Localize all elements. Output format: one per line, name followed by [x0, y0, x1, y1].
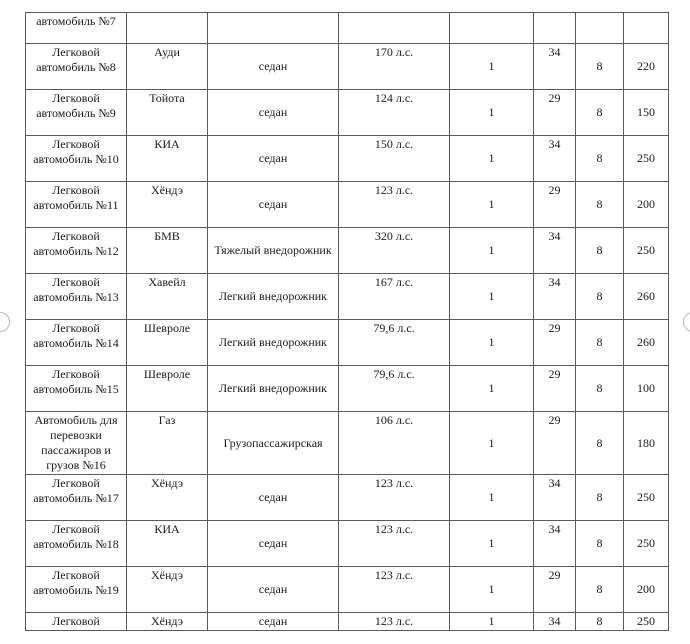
body-type-cell	[208, 44, 339, 90]
vehicle-seats: 34	[548, 45, 561, 59]
vehicle-power: 170 л.с.	[374, 45, 414, 59]
vehicle-power: 123 л.с.	[374, 476, 414, 490]
vehicle-name: Легковой автомобиль №8	[36, 45, 116, 74]
vehicle-table	[25, 12, 669, 631]
brand-cell	[127, 475, 208, 521]
body-type-cell	[208, 412, 339, 475]
value-cell	[624, 613, 669, 631]
value-cell	[624, 274, 669, 320]
vehicle-count: 1	[488, 59, 495, 73]
seats-cell	[534, 44, 576, 90]
vehicle-seats: 29	[548, 91, 561, 105]
vehicle-param: 8	[596, 536, 603, 550]
vehicle-count: 1	[488, 197, 495, 211]
vehicle-body-type: седан	[258, 105, 288, 119]
value-cell	[624, 182, 669, 228]
table-row	[26, 90, 669, 136]
vehicle-param: 8	[596, 151, 603, 165]
vehicle-seats: 34	[548, 275, 561, 289]
vehicle-power: 79,6 л.с.	[373, 367, 415, 381]
vehicle-body-type: Легкий внедорожник	[218, 335, 327, 349]
vehicle-param: 8	[596, 490, 603, 504]
vehicle-seats: 34	[548, 522, 561, 536]
value-cell	[624, 412, 669, 475]
vehicle-body-type: седан	[258, 59, 288, 73]
vehicle-name: Автомобиль для перевозки пассажиров и грузов №16	[34, 413, 118, 472]
vehicle-brand: Шевроле	[143, 321, 191, 335]
vehicle-name: Легковой автомобиль №18	[33, 522, 119, 551]
vehicle-name-cell	[26, 412, 127, 475]
value-cell	[624, 136, 669, 182]
vehicle-count: 1	[488, 490, 495, 504]
vehicle-count: 1	[488, 536, 495, 550]
vehicle-name-cell	[26, 613, 127, 631]
vehicle-brand: Хавейл	[148, 275, 186, 289]
vehicle-name: Легковой	[52, 614, 100, 628]
vehicle-name-cell	[26, 136, 127, 182]
vehicle-power: 123 л.с.	[374, 522, 414, 536]
vehicle-body-type: Тяжелый внедорожник	[214, 243, 332, 257]
count-cell	[450, 521, 534, 567]
brand-cell	[127, 136, 208, 182]
value-cell	[624, 228, 669, 274]
param-cell	[576, 412, 624, 475]
table-row	[26, 567, 669, 613]
vehicle-brand: БМВ	[154, 229, 180, 243]
body-type-cell	[208, 90, 339, 136]
vehicle-param: 8	[596, 582, 603, 596]
vehicle-brand: Хёндэ	[151, 614, 183, 628]
brand-cell	[127, 44, 208, 90]
table-row	[26, 182, 669, 228]
power-cell	[339, 320, 450, 366]
body-type-cell	[208, 320, 339, 366]
vehicle-count: 1	[488, 335, 495, 349]
count-cell	[450, 274, 534, 320]
brand-cell	[127, 13, 208, 44]
vehicle-power: 123 л.с.	[374, 614, 414, 628]
vehicle-name: Легковой автомобиль №13	[33, 275, 119, 304]
brand-cell	[127, 182, 208, 228]
vehicle-name-cell	[26, 44, 127, 90]
vehicle-body-type: седан	[258, 582, 288, 596]
page-nav-left-icon[interactable]	[0, 312, 10, 332]
vehicle-value: 250	[637, 614, 655, 628]
param-cell	[576, 182, 624, 228]
body-type-cell	[208, 567, 339, 613]
vehicle-name-cell	[26, 366, 127, 412]
param-cell	[576, 366, 624, 412]
vehicle-brand: Шевроле	[143, 367, 191, 381]
vehicle-count: 1	[488, 435, 495, 450]
power-cell	[339, 182, 450, 228]
table-row	[26, 228, 669, 274]
vehicle-name-cell	[26, 475, 127, 521]
param-cell	[576, 613, 624, 631]
vehicle-seats: 34	[548, 229, 561, 243]
vehicle-seats: 29	[548, 183, 561, 197]
param-cell	[576, 44, 624, 90]
seats-cell	[534, 13, 576, 44]
body-type-cell	[208, 274, 339, 320]
param-cell	[576, 13, 624, 44]
param-cell	[576, 567, 624, 613]
value-cell	[624, 320, 669, 366]
vehicle-name: Легковой автомобиль №10	[33, 137, 119, 166]
vehicle-value: 260	[637, 289, 655, 303]
param-cell	[576, 274, 624, 320]
table-row	[26, 412, 669, 475]
vehicle-seats: 29	[548, 568, 561, 582]
vehicle-value: 200	[637, 197, 655, 211]
power-cell	[339, 567, 450, 613]
page-nav-right-icon[interactable]	[683, 312, 690, 332]
vehicle-value: 250	[637, 243, 655, 257]
vehicle-power: 123 л.с.	[374, 568, 414, 582]
vehicle-name-cell	[26, 320, 127, 366]
vehicle-name: Легковой автомобиль №9	[36, 91, 116, 120]
vehicle-count: 1	[488, 151, 495, 165]
power-cell	[339, 366, 450, 412]
vehicle-body-type: седан	[258, 614, 288, 628]
brand-cell	[127, 366, 208, 412]
vehicle-brand: КИА	[154, 137, 180, 151]
vehicle-name-cell	[26, 13, 127, 44]
vehicle-name: Легковой автомобиль №17	[33, 476, 119, 505]
power-cell	[339, 44, 450, 90]
vehicle-power: 320 л.с.	[374, 229, 414, 243]
vehicle-param: 8	[596, 59, 603, 73]
seats-cell	[534, 412, 576, 475]
vehicle-power: 124 л.с.	[374, 91, 414, 105]
power-cell	[339, 90, 450, 136]
count-cell	[450, 228, 534, 274]
count-cell	[450, 320, 534, 366]
table-row	[26, 44, 669, 90]
vehicle-power: 79,6 л.с.	[373, 321, 415, 335]
vehicle-power: 123 л.с.	[374, 183, 414, 197]
seats-cell	[534, 567, 576, 613]
vehicle-name-cell	[26, 567, 127, 613]
vehicle-count: 1	[488, 381, 495, 395]
vehicle-seats: 34	[548, 137, 561, 151]
brand-cell	[127, 228, 208, 274]
vehicle-value: 200	[637, 582, 655, 596]
param-cell	[576, 90, 624, 136]
vehicle-name-cell	[26, 182, 127, 228]
vehicle-name-cell	[26, 521, 127, 567]
seats-cell	[534, 613, 576, 631]
vehicle-body-type: Легкий внедорожник	[218, 381, 327, 395]
vehicle-count: 1	[488, 582, 495, 596]
vehicle-param: 8	[596, 435, 603, 450]
table-row-partial-bottom	[26, 613, 669, 631]
brand-cell	[127, 567, 208, 613]
value-cell	[624, 567, 669, 613]
vehicle-param: 8	[596, 197, 603, 211]
count-cell	[450, 44, 534, 90]
vehicle-param: 8	[596, 614, 603, 628]
brand-cell	[127, 521, 208, 567]
vehicle-count: 1	[488, 243, 495, 257]
vehicle-body-type: седан	[258, 197, 288, 211]
power-cell	[339, 228, 450, 274]
vehicle-seats: 29	[548, 321, 561, 335]
power-cell	[339, 412, 450, 475]
vehicle-seats: 34	[548, 614, 561, 628]
brand-cell	[127, 412, 208, 475]
count-cell	[450, 136, 534, 182]
value-cell	[624, 13, 669, 44]
count-cell	[450, 567, 534, 613]
vehicle-count: 1	[488, 105, 495, 119]
vehicle-param: 8	[596, 105, 603, 119]
power-cell	[339, 136, 450, 182]
vehicle-seats: 34	[548, 476, 561, 490]
seats-cell	[534, 228, 576, 274]
vehicle-brand: Тойота	[149, 91, 185, 105]
body-type-cell	[208, 475, 339, 521]
body-type-cell	[208, 228, 339, 274]
table-row	[26, 366, 669, 412]
vehicle-name: Легковой автомобиль №15	[33, 367, 119, 396]
vehicle-value: 150	[637, 105, 655, 119]
vehicle-value: 220	[637, 59, 655, 73]
seats-cell	[534, 521, 576, 567]
vehicle-name: Легковой автомобиль №14	[33, 321, 119, 350]
vehicle-brand: Хёндэ	[151, 183, 183, 197]
body-type-cell	[208, 613, 339, 631]
table-row	[26, 475, 669, 521]
value-cell	[624, 90, 669, 136]
vehicle-power: 150 л.с.	[374, 137, 414, 151]
vehicle-seats: 29	[548, 367, 561, 381]
vehicle-count: 1	[488, 289, 495, 303]
vehicle-brand: КИА	[154, 522, 180, 536]
vehicle-param: 8	[596, 289, 603, 303]
vehicle-param: 8	[596, 243, 603, 257]
table-row	[26, 136, 669, 182]
vehicle-name: Легковой автомобиль №19	[33, 568, 119, 597]
vehicle-value: 260	[637, 335, 655, 349]
body-type-cell	[208, 521, 339, 567]
body-type-cell	[208, 366, 339, 412]
count-cell	[450, 475, 534, 521]
vehicle-brand: Газ	[158, 413, 176, 427]
vehicle-seats: 29	[548, 413, 561, 427]
param-cell	[576, 228, 624, 274]
power-cell	[339, 13, 450, 44]
vehicle-body-type: седан	[258, 536, 288, 550]
vehicle-power: 167 л.с.	[374, 275, 414, 289]
vehicle-name: Легковой автомобиль №11	[33, 183, 119, 212]
body-type-cell	[208, 182, 339, 228]
vehicle-name-cell	[26, 90, 127, 136]
param-cell	[576, 521, 624, 567]
count-cell	[450, 182, 534, 228]
vehicle-param: 8	[596, 335, 603, 349]
vehicle-name: автомобиль №7	[36, 14, 116, 28]
vehicle-body-type: Легкий внедорожник	[218, 289, 327, 303]
vehicle-name: Легковой автомобиль №12	[33, 229, 119, 258]
vehicle-brand: Хёндэ	[151, 568, 183, 582]
table-row-partial-top	[26, 13, 669, 44]
seats-cell	[534, 274, 576, 320]
body-type-cell	[208, 13, 339, 44]
param-cell	[576, 475, 624, 521]
brand-cell	[127, 90, 208, 136]
seats-cell	[534, 366, 576, 412]
seats-cell	[534, 182, 576, 228]
vehicle-body-type: седан	[258, 151, 288, 165]
vehicle-body-type: седан	[258, 490, 288, 504]
vehicle-value: 250	[637, 151, 655, 165]
value-cell	[624, 366, 669, 412]
brand-cell	[127, 274, 208, 320]
count-cell	[450, 366, 534, 412]
vehicle-value: 250	[637, 536, 655, 550]
value-cell	[624, 521, 669, 567]
power-cell	[339, 274, 450, 320]
brand-cell	[127, 320, 208, 366]
vehicle-body-type: Грузопассажирская	[223, 435, 323, 450]
table-row	[26, 320, 669, 366]
vehicle-count: 1	[488, 614, 495, 628]
vehicle-param: 8	[596, 381, 603, 395]
seats-cell	[534, 475, 576, 521]
power-cell	[339, 475, 450, 521]
vehicle-value: 100	[637, 381, 655, 395]
value-cell	[624, 475, 669, 521]
vehicle-brand: Хёндэ	[151, 476, 183, 490]
vehicle-value: 180	[637, 435, 655, 450]
param-cell	[576, 136, 624, 182]
count-cell	[450, 90, 534, 136]
value-cell	[624, 44, 669, 90]
table-row	[26, 274, 669, 320]
param-cell	[576, 320, 624, 366]
power-cell	[339, 613, 450, 631]
vehicle-brand: Ауди	[154, 45, 180, 59]
seats-cell	[534, 320, 576, 366]
power-cell	[339, 521, 450, 567]
vehicle-value: 250	[637, 490, 655, 504]
count-cell	[450, 13, 534, 44]
vehicle-name-cell	[26, 228, 127, 274]
body-type-cell	[208, 136, 339, 182]
count-cell	[450, 412, 534, 475]
vehicle-power: 106 л.с.	[374, 413, 414, 427]
vehicle-name-cell	[26, 274, 127, 320]
brand-cell	[127, 613, 208, 631]
seats-cell	[534, 136, 576, 182]
seats-cell	[534, 90, 576, 136]
table-row	[26, 521, 669, 567]
count-cell	[450, 613, 534, 631]
